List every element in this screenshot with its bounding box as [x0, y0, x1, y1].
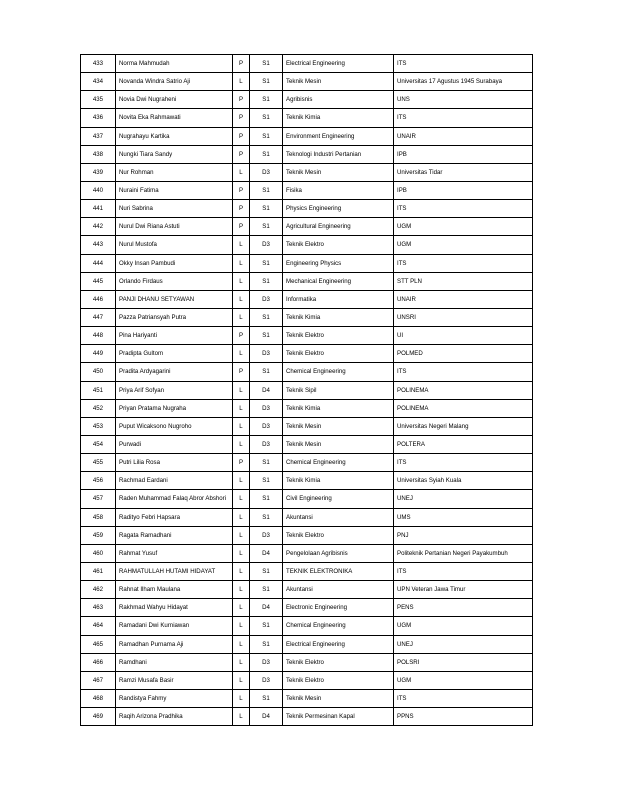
name-cell: Randistya Fahmy: [116, 689, 233, 707]
major-cell: Electrical Engineering: [283, 55, 394, 73]
gender-cell: L: [233, 73, 250, 91]
table-row: [81, 689, 533, 707]
row-number: 462: [81, 581, 116, 599]
degree-level-cell: D3: [250, 435, 283, 453]
major-cell: Teknik Elektro: [283, 526, 394, 544]
university-cell: PENS: [394, 599, 533, 617]
university-cell: Universitas Tidar: [394, 163, 533, 181]
degree-level-cell: S1: [250, 472, 283, 490]
major-cell: Teknologi Industri Pertanian: [283, 145, 394, 163]
university-cell: POLMED: [394, 345, 533, 363]
gender-cell: L: [233, 236, 250, 254]
table-row: [81, 363, 533, 381]
major-cell: Teknik Kimia: [283, 399, 394, 417]
gender-cell: L: [233, 381, 250, 399]
row-number: 446: [81, 290, 116, 308]
table-row: [81, 91, 533, 109]
gender-cell: P: [233, 363, 250, 381]
name-cell: Pazza Patriansyah Putra: [116, 308, 233, 326]
table-row: [81, 454, 533, 472]
name-cell: Ramadhan Purnama Aji: [116, 635, 233, 653]
university-cell: UPN Veteran Jawa Timur: [394, 581, 533, 599]
gender-cell: L: [233, 635, 250, 653]
major-cell: Teknik Mesin: [283, 163, 394, 181]
major-cell: Teknik Elektro: [283, 345, 394, 363]
major-cell: Teknik Mesin: [283, 417, 394, 435]
name-cell: Novita Eka Rahmawati: [116, 109, 233, 127]
degree-level-cell: D4: [250, 381, 283, 399]
row-number: 436: [81, 109, 116, 127]
row-number: 435: [81, 91, 116, 109]
participants-table: [80, 54, 533, 726]
gender-cell: P: [233, 55, 250, 73]
table-row: [81, 490, 533, 508]
university-cell: UGM: [394, 671, 533, 689]
row-number: 466: [81, 653, 116, 671]
row-number: 442: [81, 218, 116, 236]
row-number: 441: [81, 200, 116, 218]
major-cell: Teknik Elektro: [283, 236, 394, 254]
university-cell: ITS: [394, 363, 533, 381]
gender-cell: L: [233, 308, 250, 326]
table-row: [81, 508, 533, 526]
gender-cell: L: [233, 599, 250, 617]
degree-level-cell: S1: [250, 181, 283, 199]
name-cell: Ramdhani: [116, 653, 233, 671]
row-number: 451: [81, 381, 116, 399]
row-number: 469: [81, 708, 116, 726]
row-number: 458: [81, 508, 116, 526]
major-cell: Agribisnis: [283, 91, 394, 109]
degree-level-cell: D4: [250, 544, 283, 562]
data-table-sheet: [80, 54, 532, 726]
table-row: [81, 163, 533, 181]
degree-level-cell: S1: [250, 508, 283, 526]
name-cell: PANJI DHANU SETYAWAN: [116, 290, 233, 308]
name-cell: Putri Lilia Rosa: [116, 454, 233, 472]
degree-level-cell: S1: [250, 490, 283, 508]
university-cell: UGM: [394, 236, 533, 254]
gender-cell: P: [233, 200, 250, 218]
table-row: [81, 399, 533, 417]
name-cell: Pradipta Gultom: [116, 345, 233, 363]
row-number: 440: [81, 181, 116, 199]
university-cell: Politeknik Pertanian Negeri Payakumbuh: [394, 544, 533, 562]
gender-cell: L: [233, 581, 250, 599]
major-cell: Teknik Mesin: [283, 689, 394, 707]
name-cell: Rachmad Eardani: [116, 472, 233, 490]
table-row: [81, 671, 533, 689]
table-body: [81, 55, 533, 726]
table-row: [81, 526, 533, 544]
name-cell: Pradita Ardyagarini: [116, 363, 233, 381]
name-cell: Priyan Pratama Nugraha: [116, 399, 233, 417]
name-cell: Rahnat Ilham Maulana: [116, 581, 233, 599]
gender-cell: L: [233, 290, 250, 308]
table-row: [81, 55, 533, 73]
major-cell: Agricultural Engineering: [283, 218, 394, 236]
table-row: [81, 109, 533, 127]
major-cell: TEKNIK ELEKTRONIKA: [283, 562, 394, 580]
major-cell: Electronic Engineering: [283, 599, 394, 617]
major-cell: Teknik Kimia: [283, 472, 394, 490]
major-cell: Pengelolaan Agribisnis: [283, 544, 394, 562]
university-cell: ITS: [394, 109, 533, 127]
name-cell: RAHMATULLAH HUTAMI HIDAYAT: [116, 562, 233, 580]
gender-cell: P: [233, 109, 250, 127]
gender-cell: P: [233, 145, 250, 163]
degree-level-cell: S1: [250, 308, 283, 326]
row-number: 467: [81, 671, 116, 689]
major-cell: Teknik Sipil: [283, 381, 394, 399]
row-number: 452: [81, 399, 116, 417]
name-cell: Ramzi Musafa Basir: [116, 671, 233, 689]
gender-cell: P: [233, 327, 250, 345]
row-number: 463: [81, 599, 116, 617]
major-cell: Teknik Permesinan Kapal: [283, 708, 394, 726]
name-cell: Rahmat Yusuf: [116, 544, 233, 562]
degree-level-cell: D3: [250, 290, 283, 308]
row-number: 450: [81, 363, 116, 381]
row-number: 444: [81, 254, 116, 272]
degree-level-cell: S1: [250, 562, 283, 580]
name-cell: Puput Wicaksono Nugroho: [116, 417, 233, 435]
university-cell: ITS: [394, 562, 533, 580]
gender-cell: L: [233, 671, 250, 689]
name-cell: Novia Dwi Nugraheni: [116, 91, 233, 109]
table-row: [81, 145, 533, 163]
major-cell: Mechanical Engineering: [283, 272, 394, 290]
degree-level-cell: S1: [250, 272, 283, 290]
major-cell: Teknik Kimia: [283, 308, 394, 326]
university-cell: PNJ: [394, 526, 533, 544]
name-cell: Norma Mahmudah: [116, 55, 233, 73]
name-cell: Radityo Febri Hapsara: [116, 508, 233, 526]
degree-level-cell: S1: [250, 363, 283, 381]
university-cell: UNEJ: [394, 490, 533, 508]
university-cell: UNSRI: [394, 308, 533, 326]
row-number: 434: [81, 73, 116, 91]
gender-cell: L: [233, 399, 250, 417]
university-cell: PPNS: [394, 708, 533, 726]
degree-level-cell: S1: [250, 254, 283, 272]
degree-level-cell: S1: [250, 635, 283, 653]
gender-cell: P: [233, 218, 250, 236]
major-cell: Informatika: [283, 290, 394, 308]
degree-level-cell: S1: [250, 327, 283, 345]
gender-cell: L: [233, 544, 250, 562]
row-number: 439: [81, 163, 116, 181]
name-cell: Purwadi: [116, 435, 233, 453]
row-number: 445: [81, 272, 116, 290]
table-row: [81, 272, 533, 290]
row-number: 443: [81, 236, 116, 254]
row-number: 457: [81, 490, 116, 508]
gender-cell: L: [233, 617, 250, 635]
gender-cell: L: [233, 163, 250, 181]
gender-cell: P: [233, 454, 250, 472]
name-cell: Okky Insan Pambudi: [116, 254, 233, 272]
name-cell: Nur Rohman: [116, 163, 233, 181]
degree-level-cell: S1: [250, 689, 283, 707]
table-row: [81, 544, 533, 562]
major-cell: Akuntansi: [283, 581, 394, 599]
degree-level-cell: S1: [250, 91, 283, 109]
degree-level-cell: D3: [250, 653, 283, 671]
university-cell: POLSRI: [394, 653, 533, 671]
row-number: 455: [81, 454, 116, 472]
major-cell: Teknik Elektro: [283, 653, 394, 671]
major-cell: Teknik Elektro: [283, 327, 394, 345]
table-row: [81, 617, 533, 635]
university-cell: UNEJ: [394, 635, 533, 653]
name-cell: Nugrahayu Kartika: [116, 127, 233, 145]
table-row: [81, 127, 533, 145]
university-cell: UI: [394, 327, 533, 345]
table-row: [81, 381, 533, 399]
degree-level-cell: S1: [250, 73, 283, 91]
name-cell: Priya Arif Sofyan: [116, 381, 233, 399]
name-cell: Ramadani Dwi Kurniawan: [116, 617, 233, 635]
row-number: 461: [81, 562, 116, 580]
gender-cell: L: [233, 472, 250, 490]
table-row: [81, 200, 533, 218]
major-cell: Teknik Kimia: [283, 109, 394, 127]
row-number: 453: [81, 417, 116, 435]
table-row: [81, 327, 533, 345]
gender-cell: L: [233, 254, 250, 272]
row-number: 460: [81, 544, 116, 562]
row-number: 449: [81, 345, 116, 363]
row-number: 454: [81, 435, 116, 453]
degree-level-cell: S1: [250, 218, 283, 236]
degree-level-cell: D3: [250, 345, 283, 363]
university-cell: ITS: [394, 254, 533, 272]
degree-level-cell: D4: [250, 599, 283, 617]
name-cell: Raden Muhammad Falaq Abror Abshori: [116, 490, 233, 508]
row-number: 459: [81, 526, 116, 544]
table-row: [81, 435, 533, 453]
university-cell: Universitas 17 Agustus 1945 Surabaya: [394, 73, 533, 91]
name-cell: Nuri Sabrina: [116, 200, 233, 218]
university-cell: UGM: [394, 218, 533, 236]
degree-level-cell: D3: [250, 671, 283, 689]
university-cell: ITS: [394, 689, 533, 707]
degree-level-cell: S1: [250, 55, 283, 73]
row-number: 438: [81, 145, 116, 163]
university-cell: UMS: [394, 508, 533, 526]
major-cell: Teknik Elektro: [283, 671, 394, 689]
gender-cell: L: [233, 417, 250, 435]
table-row: [81, 417, 533, 435]
table-row: [81, 308, 533, 326]
table-row: [81, 635, 533, 653]
major-cell: Environment Engineering: [283, 127, 394, 145]
table-row: [81, 472, 533, 490]
university-cell: UNAIR: [394, 290, 533, 308]
name-cell: Rakhmad Wahyu Hidayat: [116, 599, 233, 617]
major-cell: Teknik Mesin: [283, 73, 394, 91]
university-cell: POLTERA: [394, 435, 533, 453]
university-cell: ITS: [394, 454, 533, 472]
degree-level-cell: S1: [250, 200, 283, 218]
table-row: [81, 708, 533, 726]
gender-cell: L: [233, 508, 250, 526]
name-cell: Orlando Firdaus: [116, 272, 233, 290]
degree-level-cell: S1: [250, 127, 283, 145]
university-cell: UNAIR: [394, 127, 533, 145]
name-cell: Nungki Tiara Sandy: [116, 145, 233, 163]
university-cell: ITS: [394, 200, 533, 218]
major-cell: Akuntansi: [283, 508, 394, 526]
gender-cell: P: [233, 181, 250, 199]
row-number: 468: [81, 689, 116, 707]
table-row: [81, 581, 533, 599]
major-cell: Chemical Engineering: [283, 454, 394, 472]
gender-cell: L: [233, 345, 250, 363]
degree-level-cell: S1: [250, 454, 283, 472]
degree-level-cell: S1: [250, 581, 283, 599]
name-cell: Nurul Mustofa: [116, 236, 233, 254]
gender-cell: L: [233, 435, 250, 453]
table-row: [81, 562, 533, 580]
row-number: 437: [81, 127, 116, 145]
university-cell: ITS: [394, 55, 533, 73]
table-row: [81, 290, 533, 308]
degree-level-cell: S1: [250, 109, 283, 127]
degree-level-cell: D3: [250, 526, 283, 544]
university-cell: POLINEMA: [394, 381, 533, 399]
gender-cell: P: [233, 127, 250, 145]
table-row: [81, 236, 533, 254]
gender-cell: P: [233, 91, 250, 109]
table-row: [81, 73, 533, 91]
gender-cell: L: [233, 708, 250, 726]
degree-level-cell: D3: [250, 236, 283, 254]
gender-cell: L: [233, 562, 250, 580]
university-cell: UGM: [394, 617, 533, 635]
row-number: 447: [81, 308, 116, 326]
name-cell: Nurul Dwi Riana Astuti: [116, 218, 233, 236]
degree-level-cell: D4: [250, 708, 283, 726]
major-cell: Electrical Engineering: [283, 635, 394, 653]
degree-level-cell: D3: [250, 163, 283, 181]
major-cell: Physics Engineering: [283, 200, 394, 218]
university-cell: STT PLN: [394, 272, 533, 290]
gender-cell: L: [233, 653, 250, 671]
row-number: 465: [81, 635, 116, 653]
row-number: 456: [81, 472, 116, 490]
table-row: [81, 218, 533, 236]
name-cell: Pina Hariyanti: [116, 327, 233, 345]
table-row: [81, 653, 533, 671]
row-number: 433: [81, 55, 116, 73]
university-cell: Universitas Negeri Malang: [394, 417, 533, 435]
gender-cell: L: [233, 272, 250, 290]
major-cell: Chemical Engineering: [283, 363, 394, 381]
university-cell: POLINEMA: [394, 399, 533, 417]
major-cell: Engineering Physics: [283, 254, 394, 272]
university-cell: UNS: [394, 91, 533, 109]
gender-cell: L: [233, 490, 250, 508]
gender-cell: L: [233, 526, 250, 544]
table-row: [81, 345, 533, 363]
degree-level-cell: D3: [250, 399, 283, 417]
table-row: [81, 254, 533, 272]
university-cell: Universitas Syiah Kuala: [394, 472, 533, 490]
name-cell: Ragata Ramadhani: [116, 526, 233, 544]
row-number: 464: [81, 617, 116, 635]
table-row: [81, 599, 533, 617]
name-cell: Raqih Arizona Pradhika: [116, 708, 233, 726]
university-cell: IPB: [394, 181, 533, 199]
major-cell: Teknik Mesin: [283, 435, 394, 453]
gender-cell: L: [233, 689, 250, 707]
name-cell: Nuraini Fatima: [116, 181, 233, 199]
row-number: 448: [81, 327, 116, 345]
table-row: [81, 181, 533, 199]
degree-level-cell: S1: [250, 145, 283, 163]
major-cell: Civil Engineering: [283, 490, 394, 508]
major-cell: Chemical Engineering: [283, 617, 394, 635]
name-cell: Novanda Windra Satrio Aji: [116, 73, 233, 91]
university-cell: IPB: [394, 145, 533, 163]
major-cell: Fisika: [283, 181, 394, 199]
degree-level-cell: D3: [250, 417, 283, 435]
degree-level-cell: S1: [250, 617, 283, 635]
